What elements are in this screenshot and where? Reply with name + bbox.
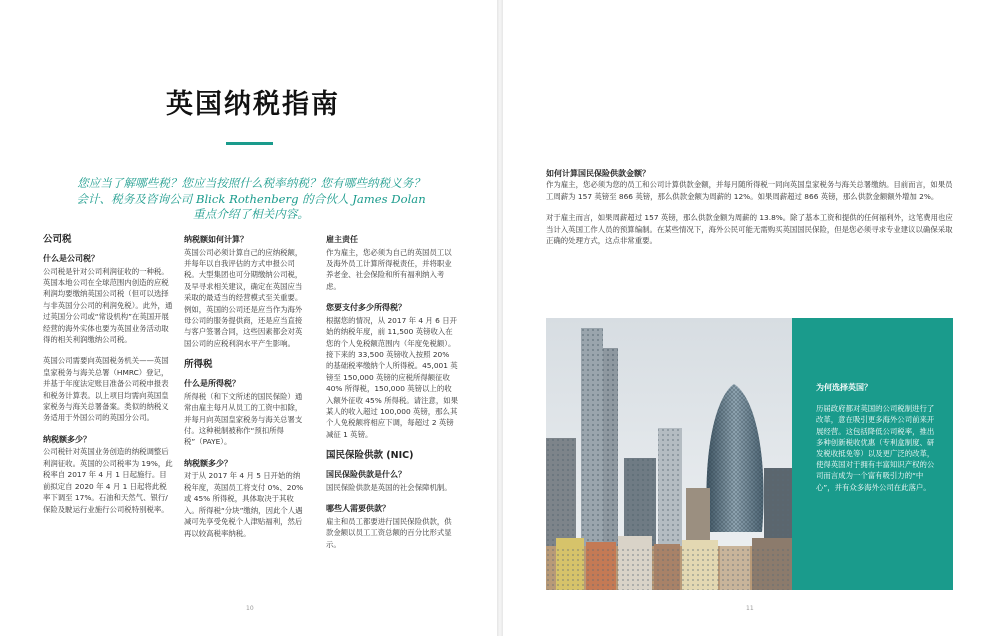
subtitle-line-3: 重点介绍了相关内容。 [193,207,309,221]
question-heading: 纳税额多少？ [184,458,232,468]
why-uk-callout-box [792,318,953,590]
paragraph: 作为雇主，您必须为您的员工和公司计算供款金额，并每月随所得税一同向英国皇家税务与海关总署缴纳。目前而言，如果员工周薪为 157 英镑至 866 英镑，那么供款金额为周薪的 12%。如果周薪超过 866 英镑，那么供款金额额外增加 2%。 [546,180,953,201]
column-3 [326,234,458,560]
subtitle-line-1: 您应当了解哪些税？您应当按照什么税率纳税？您有哪些纳税义务？ [77,176,425,190]
question-heading: 纳税额如何计算？ [184,235,248,244]
paragraph: 所得税（和下文所述的国民保险）通常由雇主每月从员工的工资中扣除，并每月向英国皇家税务与海关总署支付。这种税制被称作“预扣所得税”（PAYE）。 [184,391,303,447]
question-heading: 纳税额多少？ [43,434,91,444]
paragraph: 作为雇主，您必须为自己的英国员工以及海外员工计算所得税责任，并将职业养老金、社会保险和所有福利纳入考虑。 [326,247,452,291]
city-skyline-photo [546,318,792,590]
paragraph: 对于雇主而言，如果周薪超过 157 英镑，那么供款金额为周薪的 13.8%。除了基本工资和提供的任何福利外，这笔费用也应当计入英国工作人员的预算编制。在某些情况下，海外公民可能无需购买英国国民保险，但是您必须寻求专业建议以确保采取正确的处理方式，这点非常重要。 [546,213,953,246]
title-underline [226,142,273,145]
section-heading-income-tax: 所得税 [184,359,213,371]
paragraph: 根据您的情况，从 2017 年 4 月 6 日开始的纳税年度，前 11,500 英镑收入在您的个人免税额范围内（年度免税额）。接下来的 33,500 英镑收入按照 20% 的基础税率缴纳个人所得税。45,001 英镑至 150,000 英镑的应税所得额征收 40% 所得税，150,000 英镑以上的收入额外征收 45% 所得税。请注意，如果某人的收入超过 100,000 英镑，那么其个人免税额将相应下调，每超过 2 英镑减征 1 英镑。 [326,315,458,439]
page-title: 英国纳税指南 [166,89,340,120]
skyline-illustration [546,318,792,590]
paragraph: 对于从 2017 年 4 月 5 日开始的纳税年度，英国员工将支付 0%、20% 或 45% 所得税，具体取决于其收入。所得税“分块”缴纳，因此个人遇减可先享受免税个人津贴福利，然后再以较高税率纳税。 [184,471,304,538]
right-text-block [546,168,954,256]
page-number-left: 10 [246,605,254,612]
question-heading: 雇主责任 [326,235,358,244]
question-heading: 您要支付多少所得税？ [326,303,406,313]
question-heading: 什么是所得税？ [184,379,240,389]
subtitle-line-2: 会计、税务及咨询公司 Blick Rothenberg 的合伙人 James Dolan [76,191,426,206]
paragraph: 公司税针对英国业务创造的纳税调整后利润征收。英国的公司税率为 19%，此税率自 2017 年 4 月 1 日起施行。目前拟定自 2020 年 4 月 1 日起将此税率下调至 17%。石油和天然气、银行/保险及駛运行业施行公司税特别税率。 [43,447,173,514]
callout-heading: 为何选择英国？ [816,383,872,392]
callout-content [816,382,936,493]
question-heading: 什么是公司税？ [43,254,99,263]
paragraph: 英国公司需要向英国税务机关——英国皇家税务与海关总署（HMRC）登记，并基于年度法定账目准备公司税申报表和税务计算表。以上项目均需向英国皇家税务与海关总署备案。类似的纳税义务适用于外国公司的英国分公司。 [43,356,169,423]
column-1 [43,234,173,525]
section-heading-nic: 国民保险供款 (NIC) [326,450,414,462]
left-page [0,0,497,636]
question-heading: 哪些人需要供款？ [326,504,390,514]
paragraph: 英国公司必须计算自己的应纳税额，并每年以自我评估的方式申报公司税。大型集团也可分期缴纳公司税，及早寻求相关建议，确定在英国应当采取的最适当的经营模式至关重要。例如，英国的公司还是应当作为海外母公司的服务提供商，还是应当直接与客户签署合同，这些因素都会对英国公司的应税利润水平产生影响。 [184,247,303,348]
paragraph: 公司税是针对公司利润征收的一种税。英国本地公司在全球范围内创造的应税利润均要缴纳英国公司税（但可以选择与非英国分公司的利润免税）。此外，通过英国分公司或“常设机构”在英国开展经营的海外实体也要为英国业务活动取得的相关利润缴纳公司税。 [43,266,173,345]
callout-text: 历届政府都对英国的公司税制进行了改革，意在吸引更多海外公司前来开展经营。这包括降低公司税率，推出多种创新税收优惠（专利盒制度、研发税收抵免等）以及更广泛的改革，使得英国对于拥有丰富知识产权的公司而言成为一个富有吸引力的“中心”，并有众多海外公司在此落户。 [816,404,935,492]
question-heading: 如何计算国民保险供款金额？ [546,169,650,178]
paragraph: 雇主和员工都要进行国民保险供款，供款金额以员工工资总额的百分比形式显示。 [326,516,452,549]
paragraph: 国民保险供款是英国的社会保障机制。 [326,482,452,492]
page-number-right: 11 [746,605,754,612]
column-2 [184,234,307,549]
question-heading: 国民保险供款是什么？ [326,470,406,480]
subtitle [55,176,447,223]
section-heading-corporate-tax: 公司税 [43,234,72,245]
